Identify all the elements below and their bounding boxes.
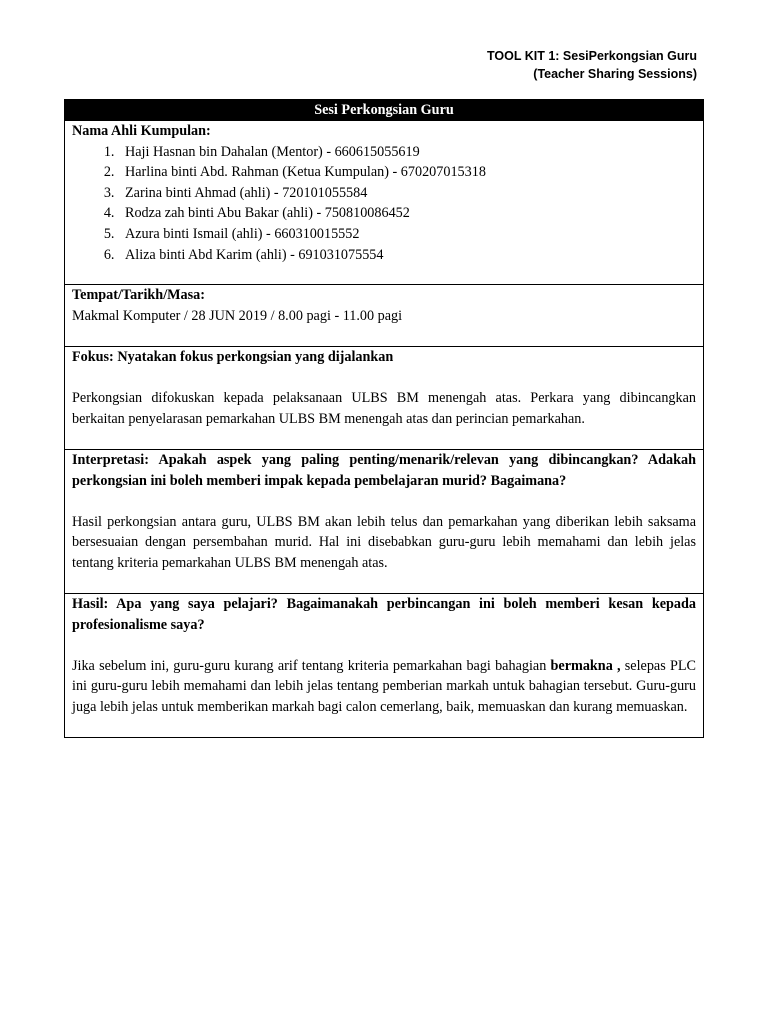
form-title-row xyxy=(65,100,704,121)
members-heading: Nama Ahli Kumpulan: xyxy=(72,123,211,139)
interpretation-row xyxy=(65,450,704,594)
result-row xyxy=(65,594,704,738)
toolkit-header xyxy=(487,47,697,83)
sharing-session-form xyxy=(64,99,704,738)
spacer xyxy=(72,491,696,512)
result-text-start: Jika sebelum ini, guru-guru kurang arif tentang kriteria pemarkahan bagi bahagian xyxy=(72,657,551,674)
result-text-bold: bermakna , xyxy=(550,657,621,674)
interpretation-heading: Interpretasi: Apakah aspek yang paling penting/menarik/relevan yang dibincangkan? Adakah perkongsian ini boleh memberi impak kepada pembelajaran murid? Bagaimana? xyxy=(72,452,696,489)
result-text-end: selepas PLC ini guru-guru lebih memahami dan lebih jelas tentang pemberian markah untuk bahagian tersebut. Guru-guru juga lebih jelas untuk memberikan markah bagi calon cemerlang, baik, memuaskan dan kurang memuaskan. xyxy=(72,657,696,715)
list-item: 4. Rodza zah binti Abu Bakar (ahli) - 750810086452 xyxy=(118,203,696,224)
toolkit-subtitle: (Teacher Sharing Sessions) xyxy=(533,67,697,81)
result-text xyxy=(72,656,696,718)
interpretation-text: Hasil perkongsian antara guru, ULBS BM akan lebih telus dan pemarkahan yang diberikan lebih saksama bersesuaian dengan persembahan murid. Hal ini disebabkan guru-guru lebih memahami dan lebih jelas tentang kriteria pemarkahan ULBS BM menengah atas. xyxy=(72,513,696,571)
list-item: 2. Harlina binti Abd. Rahman (Ketua Kumpulan) - 670207015318 xyxy=(118,162,696,183)
form-title: Sesi Perkongsian Guru xyxy=(65,100,704,121)
list-item: 1. Haji Hasnan bin Dahalan (Mentor) - 660615055619 xyxy=(118,142,696,163)
result-section xyxy=(65,594,704,738)
venue-section xyxy=(65,285,704,347)
focus-text: Perkongsian difokuskan kepada pelaksanaan ULBS BM menengah atas. Perkara yang dibincangkan berkaitan penyelarasan pemarkahan ULBS BM menengah atas dan perincian pemarkahan. xyxy=(72,390,696,427)
interpretation-section xyxy=(65,450,704,594)
members-row xyxy=(65,121,704,285)
list-item: 3. Zarina binti Ahmad (ahli) - 720101055584 xyxy=(118,183,696,204)
venue-heading: Tempat/Tarikh/Masa: xyxy=(72,287,205,303)
list-item: 6. Aliza binti Abd Karim (ahli) - 691031075554 xyxy=(118,245,696,266)
venue-text: Makmal Komputer / 28 JUN 2019 / 8.00 pagi - 11.00 pagi xyxy=(72,307,403,324)
result-heading: Hasil: Apa yang saya pelajari? Bagaimanakah perbincangan ini boleh memberi kesan kepada profesionalisme saya? xyxy=(72,596,696,633)
focus-section xyxy=(65,347,704,450)
members-section xyxy=(65,121,704,285)
spacer xyxy=(72,635,696,656)
list-item: 5. Azura binti Ismail (ahli) - 660310015552 xyxy=(118,224,696,245)
member-list xyxy=(72,142,696,266)
spacer xyxy=(72,368,696,389)
toolkit-title: TOOL KIT 1: SesiPerkongsian Guru xyxy=(486,49,697,63)
focus-heading: Fokus: Nyatakan fokus perkongsian yang dijalankan xyxy=(72,349,394,365)
focus-row xyxy=(65,347,704,450)
venue-row xyxy=(65,285,704,347)
